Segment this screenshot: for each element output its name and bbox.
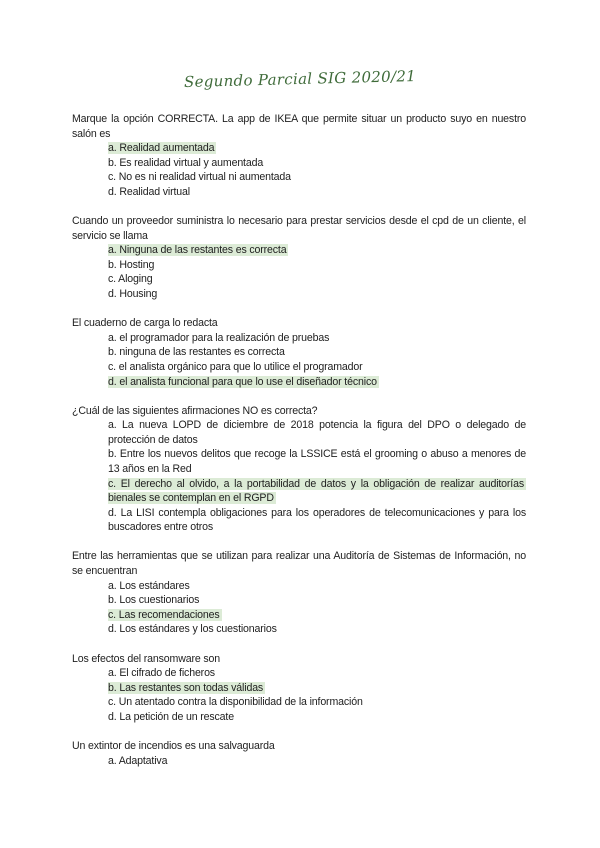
option: b. ninguna de las restantes es correcta bbox=[108, 346, 285, 359]
question bbox=[72, 316, 526, 389]
question-stem: Un extintor de incendios es una salvaguarda bbox=[72, 739, 275, 752]
question-stem: ¿Cuál de las siguientes afirmaciones NO es correcta? bbox=[72, 404, 318, 417]
options-list bbox=[108, 331, 526, 389]
question-stem: Marque la opción CORRECTA. La app de IKEA que permite situar un producto suyo en nuestro salón es bbox=[72, 113, 526, 140]
question-stem: El cuaderno de carga lo redacta bbox=[72, 317, 218, 330]
question-stem: Los efectos del ransomware son bbox=[72, 652, 221, 665]
option: b. Es realidad virtual y aumentada bbox=[108, 156, 264, 169]
options-list bbox=[108, 243, 526, 301]
option: d. La petición de un rescate bbox=[108, 710, 234, 723]
question bbox=[72, 214, 526, 302]
option: a. Adaptativa bbox=[108, 754, 168, 767]
option: a. el programador para la realización de pruebas bbox=[108, 331, 330, 344]
option: b. Entre los nuevos delitos que recoge la LSSICE está el grooming o abuso a menores de 13 años en la Red bbox=[108, 448, 526, 475]
question-list bbox=[72, 112, 526, 783]
option: c. Aloging bbox=[108, 273, 153, 286]
option-correct: a. Ninguna de las restantes es correcta bbox=[108, 244, 287, 257]
option: d. Housing bbox=[108, 288, 158, 301]
option: a. La nueva LOPD de diciembre de 2018 potencia la figura del DPO o delegado de protección de datos bbox=[108, 419, 526, 446]
options-list bbox=[108, 666, 526, 724]
option-correct: a. Realidad aumentada bbox=[108, 142, 215, 155]
option: a. Los estándares bbox=[108, 579, 190, 592]
option: d. Los estándares y los cuestionarios bbox=[108, 623, 277, 636]
options-list bbox=[108, 579, 526, 637]
options-list bbox=[108, 418, 526, 535]
option: b. Hosting bbox=[108, 258, 155, 271]
options-list bbox=[108, 141, 526, 199]
question-stem: Entre las herramientas que se utilizan para realizar una Auditoría de Sistemas de Información, no se encuentran bbox=[72, 550, 526, 578]
option: d. La LISI contempla obligaciones para los operadores de telecomunicaciones y para los buscadores entre otros bbox=[108, 506, 526, 534]
option: d. Realidad virtual bbox=[108, 185, 190, 198]
option: c. el analista orgánico para que lo utilice el programador bbox=[108, 360, 363, 373]
question bbox=[72, 404, 526, 535]
page-title: Segundo Parcial SIG 2020/21 bbox=[183, 66, 417, 92]
option-correct: c. El derecho al olvido, a la portabilidad de datos y la obligación de realizar auditorías bienales se contemplan en el RGPD bbox=[108, 477, 524, 505]
option: c. Un atentado contra la disponibilidad de la información bbox=[108, 696, 363, 709]
option-correct: c. Las recomendaciones bbox=[108, 608, 220, 621]
option: c. No es ni realidad virtual ni aumentada bbox=[108, 171, 291, 184]
question bbox=[72, 549, 526, 637]
question bbox=[72, 112, 526, 200]
question bbox=[72, 652, 526, 725]
options-list bbox=[108, 754, 526, 769]
question-stem: Cuando un proveedor suministra lo necesario para prestar servicios desde el cpd de un cliente, el servicio se llama bbox=[72, 215, 526, 242]
question bbox=[72, 739, 526, 768]
option-correct: b. Las restantes son todas válidas bbox=[108, 681, 264, 694]
option: a. El cifrado de ficheros bbox=[108, 667, 215, 680]
option-correct: d. el analista funcional para que lo use el diseñador técnico bbox=[108, 375, 377, 388]
option: b. Los cuestionarios bbox=[108, 594, 200, 607]
